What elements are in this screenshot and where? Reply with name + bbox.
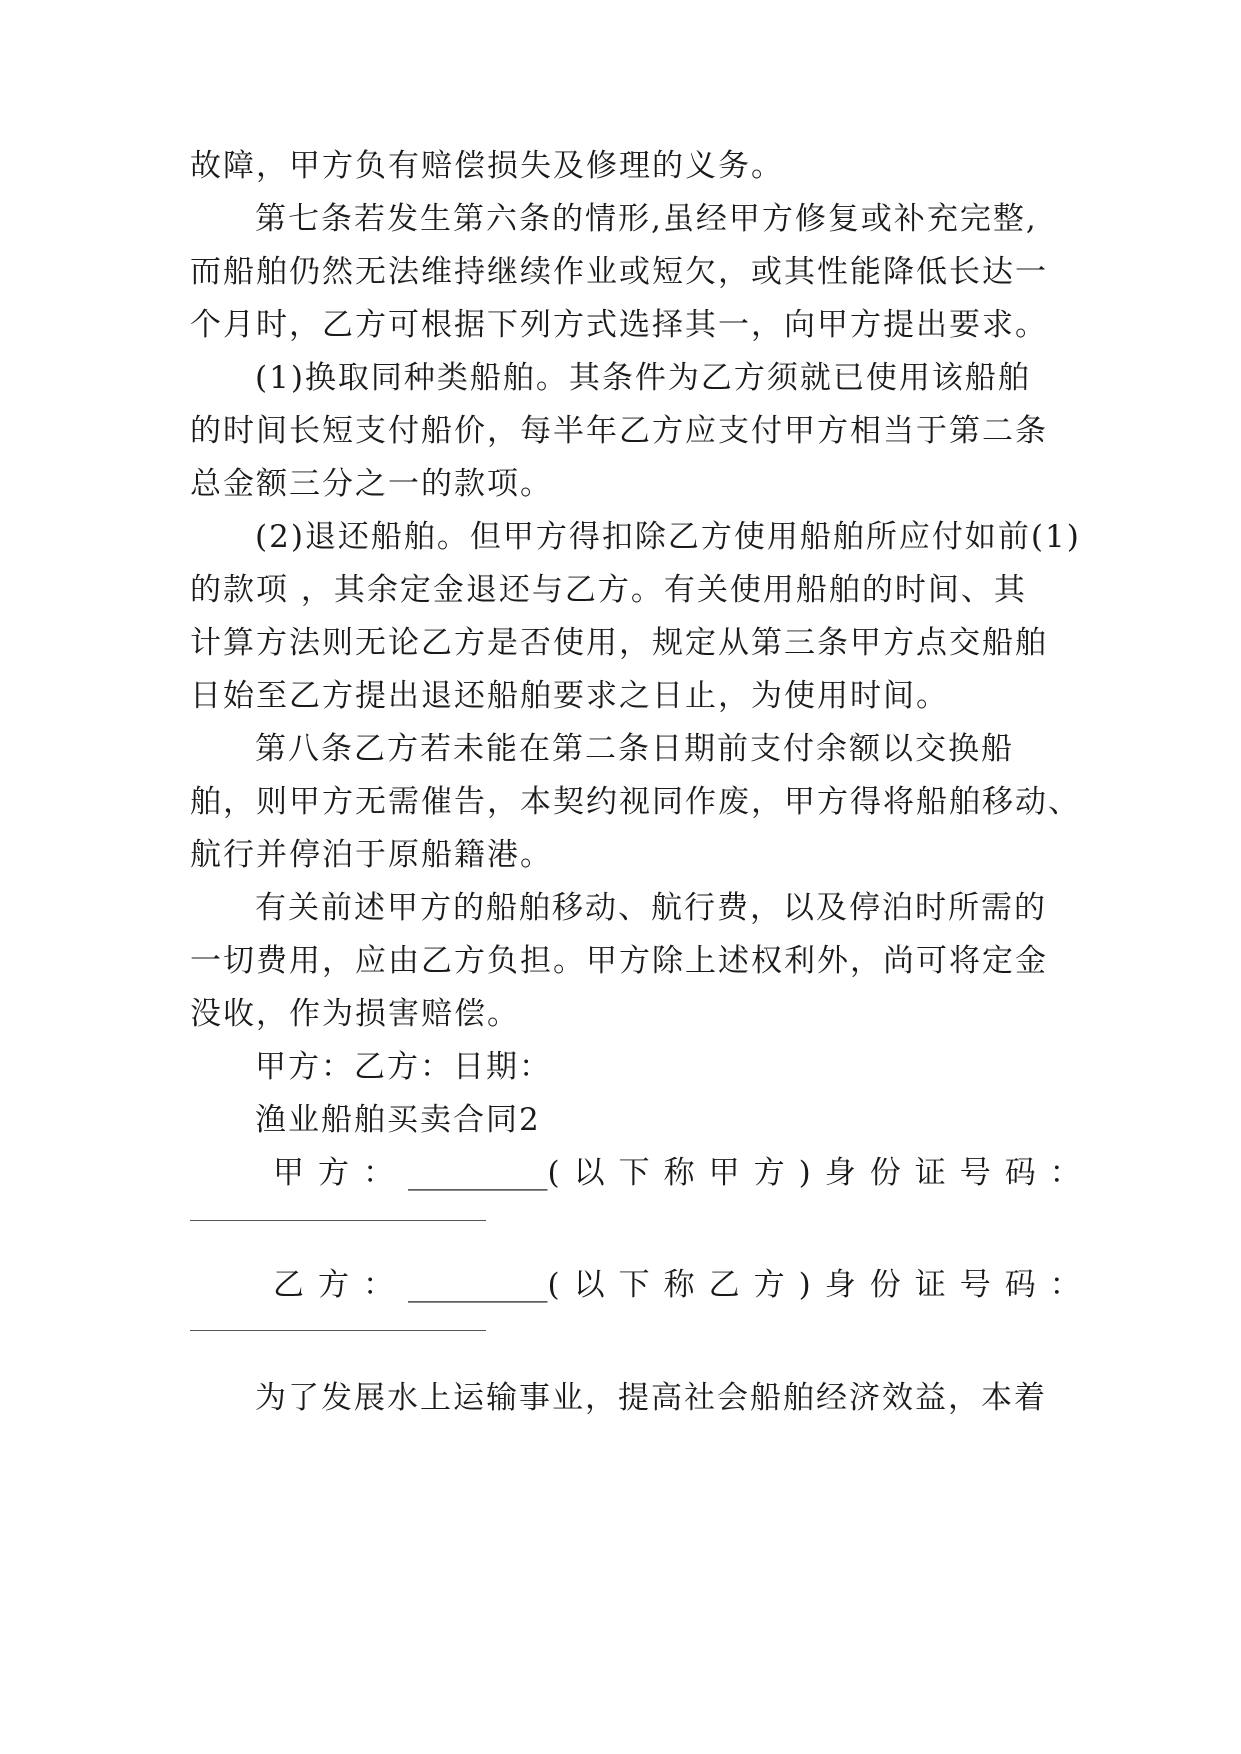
fill-in-rule <box>190 1330 486 1331</box>
paragraph-line: 总金额三分之一的款项。 <box>190 466 553 502</box>
paragraph-line: 个月时，乙方可根据下列方式选择其一，向甲方提出要求。 <box>190 307 1048 343</box>
paragraph-line: 的时间长短支付船价，每半年乙方应支付甲方相当于第二条 <box>190 413 1048 449</box>
contract-title: 渔业船舶买卖合同2 <box>255 1102 541 1138</box>
paragraph-line: 航行并停泊于原船籍港。 <box>190 837 553 873</box>
paragraph-line: 有关前述甲方的船舶移动、航行费，以及停泊时所需的 <box>255 890 1047 926</box>
party-b-blank: _________ <box>408 1267 548 1303</box>
paragraph-line: 第七条若发生第六条的情形,虽经甲方修复或补充完整, <box>255 201 1038 237</box>
party-b-label: 乙方： <box>273 1267 408 1303</box>
party-a-label: 甲方： <box>273 1155 408 1191</box>
paragraph-line: 舶，则甲方无需催告，本契约视同作废，甲方得将船舶移动、 <box>190 784 1081 820</box>
paragraph-line: (2)退还船舶。但甲方得扣除乙方使用船舶所应付如前(1) <box>255 519 1081 555</box>
paragraph-line: (1)换取同种类船舶。其条件为乙方须就已使用该船舶 <box>255 360 1031 396</box>
fill-in-rule <box>190 1220 486 1221</box>
party-b-text: (以下称乙方)身份证号码： <box>547 1267 1095 1303</box>
paragraph-line: 的款项 ，其余定金退还与乙方。有关使用船舶的时间、其 <box>190 572 1027 608</box>
paragraph-line: 一切费用，应由乙方负担。甲方除上述权利外，尚可将定金 <box>190 943 1048 979</box>
paragraph-line: 为了发展水上运输事业，提高社会船舶经济效益，本着 <box>255 1380 1047 1416</box>
party-a-blank: _________ <box>408 1155 548 1191</box>
paragraph-line: 故障，甲方负有赔偿损失及修理的义务。 <box>190 148 784 184</box>
signature-line: 甲方：乙方：日期： <box>255 1049 552 1085</box>
paragraph-line: 计算方法则无论乙方是否使用，规定从第三条甲方点交船舶 <box>190 625 1048 661</box>
paragraph-line: 第八条乙方若未能在第二条日期前支付余额以交换船 <box>255 731 1014 767</box>
party-a-text: (以下称甲方)身份证号码： <box>547 1155 1095 1191</box>
party-b-line <box>273 1265 1095 1305</box>
party-a-line <box>273 1153 1095 1193</box>
paragraph-line: 日始至乙方提出退还船舶要求之日止，为使用时间。 <box>190 678 949 714</box>
paragraph-line: 而船舶仍然无法维持继续作业或短欠，或其性能降低长达一 <box>190 254 1048 290</box>
paragraph-line: 没收，作为损害赔偿。 <box>190 996 520 1032</box>
